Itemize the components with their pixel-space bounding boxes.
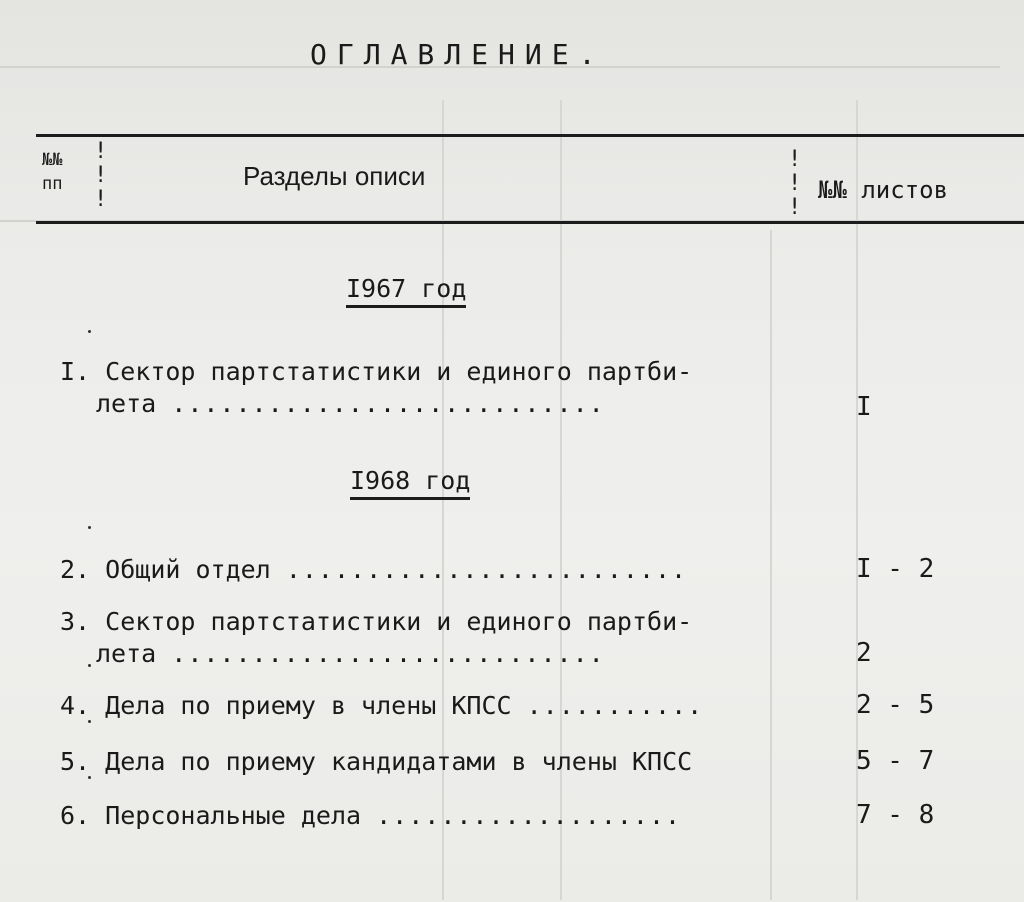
toc-entry <box>60 606 800 670</box>
toc-entry <box>60 554 800 586</box>
entry-title: Общий отдел <box>105 555 271 584</box>
header-sections-column: Разделы описи <box>243 161 426 191</box>
document-title: ОГЛАВЛЕНИЕ. <box>310 38 606 71</box>
entry-title-continued: лета <box>96 639 157 668</box>
entry-sheets: I - 2 <box>856 554 935 584</box>
ink-speck <box>88 664 91 667</box>
entry-sheets: 5 - 7 <box>856 746 935 776</box>
header-top-rule <box>36 134 1024 137</box>
year-heading-1967: I967 год <box>346 274 466 308</box>
ink-speck <box>88 526 91 529</box>
toc-entry <box>60 356 800 420</box>
entry-sheets: 7 - 8 <box>856 800 935 830</box>
entry-sheets: 2 <box>856 638 872 668</box>
ink-speck <box>88 776 91 779</box>
entry-number: 2. <box>60 555 91 584</box>
entry-sheets: I <box>856 392 872 422</box>
entry-title: Персональные дела <box>105 801 362 830</box>
leader-dots: ........... <box>526 691 704 720</box>
entry-title-continued: лета <box>96 389 157 418</box>
header-number-line2: пп <box>42 174 63 194</box>
leader-dots: ........................... <box>171 639 605 668</box>
toc-entry <box>60 690 800 722</box>
entry-title: Дела по приему в члены КПСС <box>105 691 512 720</box>
bleed-through-line <box>856 100 858 900</box>
bleed-through-line <box>442 100 444 900</box>
year-heading-1968: I968 год <box>350 466 470 500</box>
entry-number: 6. <box>60 801 91 830</box>
entry-title: Дела по приему кандидатами в члены КПСС <box>105 747 693 776</box>
column-separator: ! ! ! <box>788 147 802 220</box>
leader-dots: ......................... <box>285 555 688 584</box>
entry-title: Сектор партстатистики и единого партби- <box>105 607 693 636</box>
entry-sheets: 2 - 5 <box>856 690 935 720</box>
entry-number: 4. <box>60 691 91 720</box>
ink-speck <box>88 330 91 333</box>
ink-speck <box>88 720 91 723</box>
column-separator: ! ! ! <box>94 139 108 212</box>
entry-number: 3. <box>60 607 91 636</box>
bleed-through-line <box>560 100 562 900</box>
leader-dots: ................... <box>376 801 682 830</box>
entry-number: 5. <box>60 747 91 776</box>
entry-title: Сектор партстатистики и единого партби- <box>105 357 693 386</box>
entry-number: I. <box>60 357 91 386</box>
header-sheets-column: №№ листов <box>818 176 949 204</box>
toc-entry <box>60 746 800 778</box>
toc-entry <box>60 800 800 832</box>
leader-dots: ........................... <box>171 389 605 418</box>
header-number-line1: №№ <box>42 150 63 170</box>
header-number-column <box>42 148 62 196</box>
header-bottom-rule <box>36 221 1024 224</box>
